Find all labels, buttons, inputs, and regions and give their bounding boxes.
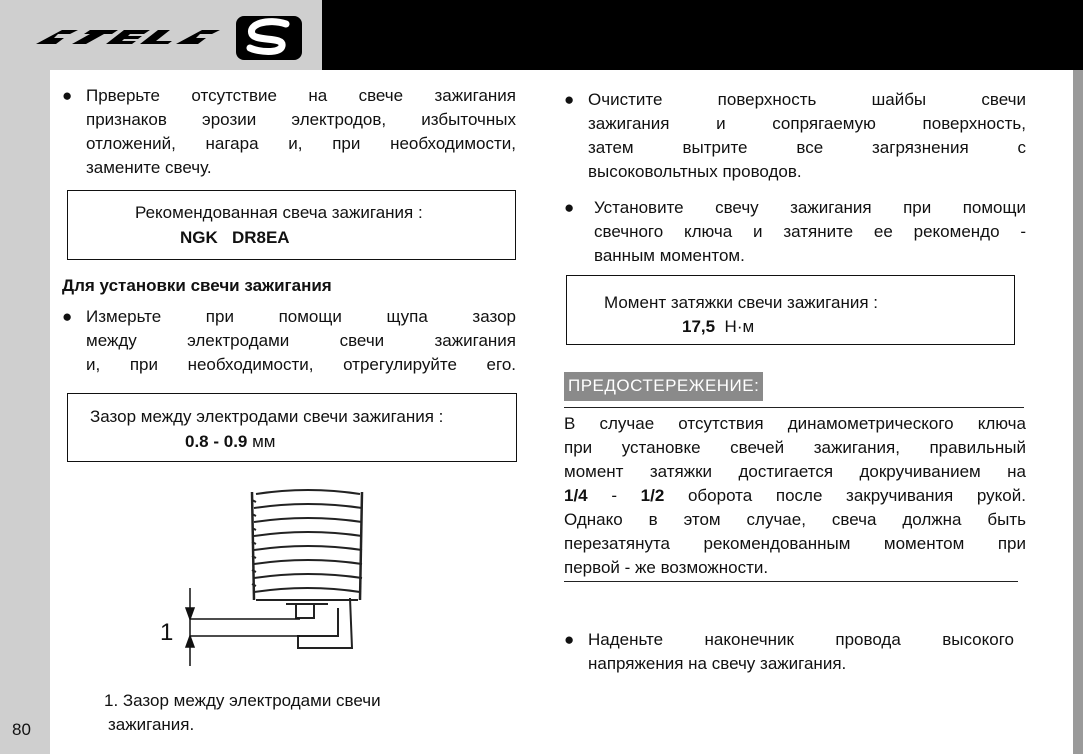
warning-top-rule <box>564 407 1024 408</box>
warning-line: момент затяжки достигается докручиванием на <box>564 462 1026 481</box>
torque-box <box>566 275 1015 345</box>
torque-value: 17,5 <box>682 317 716 336</box>
text-line: зажигания и сопрягаемую поверхность, <box>588 114 1026 133</box>
bullet-dot: ● <box>564 630 575 649</box>
logo-area <box>0 0 322 70</box>
right-edge-strip <box>1073 70 1083 754</box>
figure-caption <box>104 689 464 737</box>
right-bullet-clean <box>564 88 1026 184</box>
plug-box-value: NGK DR8EA <box>180 228 290 247</box>
warning-line: В случае отсутствия динамометрического ключа <box>564 414 1026 433</box>
text-line: ванным моментом. <box>594 246 745 265</box>
text-line: Измерьте при помощи щупа зазор <box>86 307 516 326</box>
bullet-dot: ● <box>62 86 73 105</box>
caption-line: 1. Зазор между электродами свечи <box>104 691 381 710</box>
torque-unit: Н·м <box>715 317 755 336</box>
warning-line: перезатянута рекомендованным моментом при <box>564 534 1026 553</box>
text-line: высоковольтных проводов. <box>588 162 802 181</box>
text-line: свечного ключа и затяните ее рекомендо - <box>594 222 1026 241</box>
fraction-a: 1/4 <box>564 486 588 505</box>
text-line: Очистите поверхность шайбы свечи <box>588 90 1026 109</box>
header-bar <box>322 0 1083 70</box>
left-sidebar <box>0 0 50 754</box>
text-line: отложений, нагара и, при необходимости, <box>86 134 516 153</box>
text-line: затем вытрите все загрязнения с <box>588 138 1026 157</box>
text-line: признаков эрозии электродов, избыточных <box>86 110 516 129</box>
warning-text <box>564 412 1026 580</box>
text-line: Наденьте наконечник провода высокого <box>588 630 1014 649</box>
spark-plug-figure <box>150 480 390 680</box>
stels-logo <box>0 0 322 70</box>
bullet-dot: ● <box>564 90 575 109</box>
warning-line-rest: оборота после закручивания рукой. <box>687 486 1026 505</box>
callout-number: 1 <box>160 619 174 646</box>
left-bullet-inspect <box>62 84 516 180</box>
text-line: Прверьте отсутствие на свече зажигания <box>86 86 516 105</box>
left-bullet-measure <box>62 305 516 377</box>
text-line: замените свечу. <box>86 158 212 177</box>
caption-line: зажигания. <box>108 715 195 734</box>
warning-line: первой - же возможности. <box>564 558 769 577</box>
right-bullet-cap <box>564 628 1014 676</box>
text-line: напряжения на свечу зажигания. <box>588 654 847 673</box>
torque-box-value <box>682 317 754 337</box>
recommended-plug-box <box>67 190 516 260</box>
right-bullet-install <box>564 196 1026 268</box>
warning-line: при установке свечей зажигания, правильный <box>564 438 1026 457</box>
gap-box-value <box>185 432 275 452</box>
electrode-gap-box <box>67 393 517 462</box>
gap-box-label: Зазор между электродами свечи зажигания : <box>90 407 444 426</box>
warning-label: ПРЕДОСТЕРЕЖЕНИЕ: <box>564 372 763 401</box>
torque-box-label: Момент затяжки свечи зажигания : <box>604 293 878 312</box>
install-heading: Для установки свечи зажигания <box>62 276 332 295</box>
spark-plug-illustration <box>150 480 390 680</box>
plug-box-label: Рекомендованная свеча зажигания : <box>135 203 423 222</box>
text-line: и, при необходимости, отрегулируйте его. <box>86 355 516 374</box>
page-number: 80 <box>12 720 31 739</box>
fraction-dash: - <box>611 486 617 505</box>
bullet-dot: ● <box>62 307 73 326</box>
bullet-dot: ● <box>564 198 575 217</box>
gap-value: 0.8 - 0.9 <box>185 432 248 451</box>
gap-unit: мм <box>247 432 276 451</box>
warning-line: Однако в этом случае, свеча должна быть <box>564 510 1026 529</box>
warning-line <box>564 484 1026 508</box>
fraction-b: 1/2 <box>640 486 665 505</box>
text-line: Установите свечу зажигания при помощи <box>594 198 1026 217</box>
warning-bottom-rule <box>564 581 1018 582</box>
text-line: между электродами свечи зажигания <box>86 331 516 350</box>
